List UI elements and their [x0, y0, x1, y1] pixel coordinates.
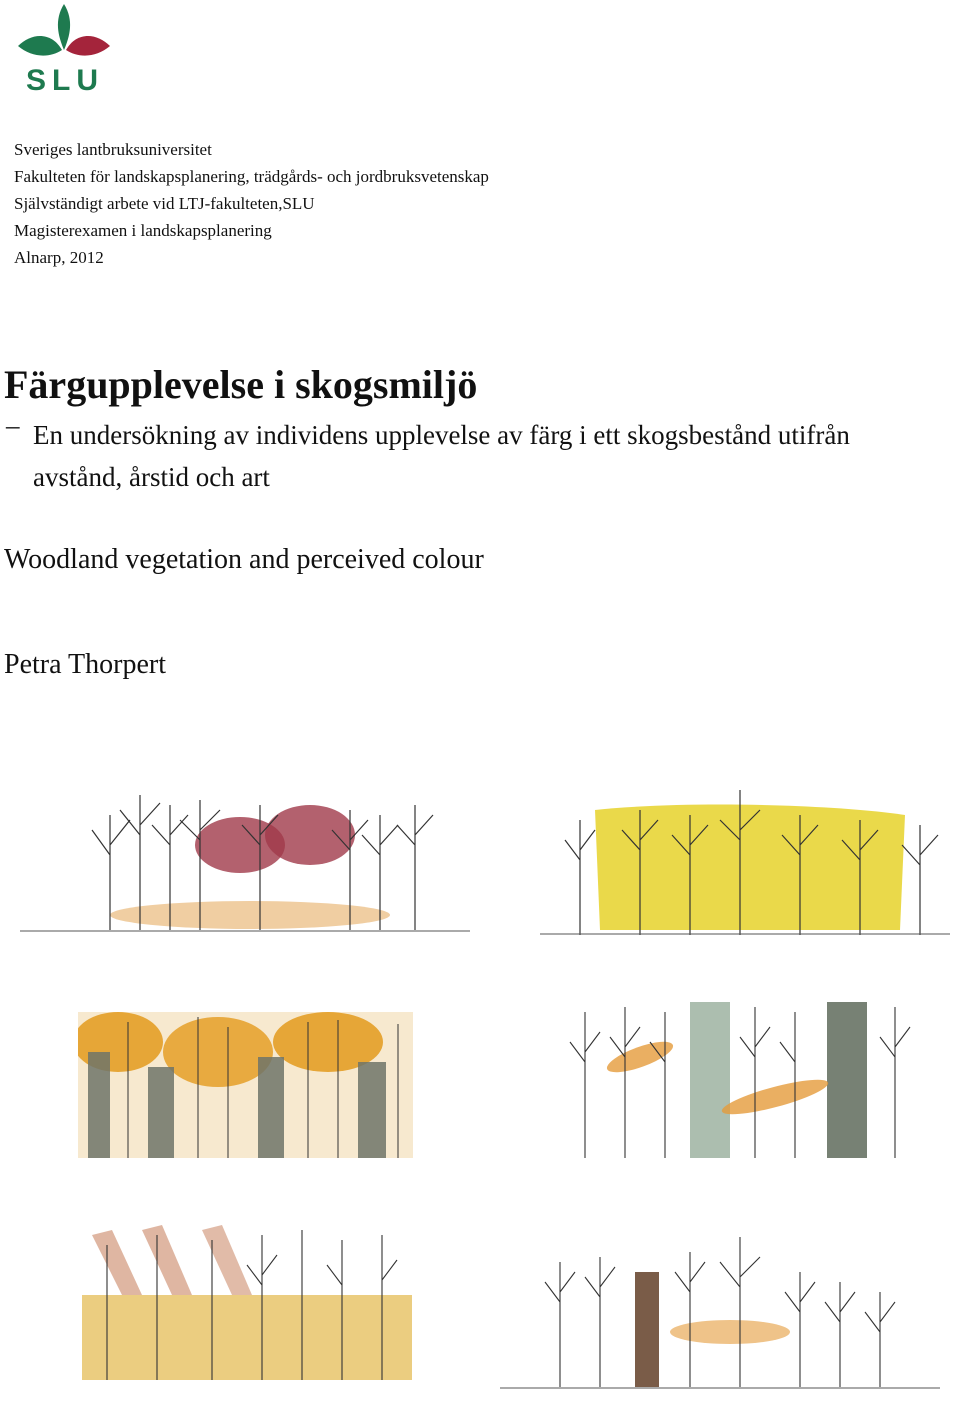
logo-text: SLU: [26, 64, 104, 97]
author-name: Petra Thorpert: [4, 649, 166, 680]
tree-illustration-orange-dense-icon: [78, 1012, 413, 1158]
institution-line: Fakulteten för landskapsplanering, trädgårds- och jordbruksvetenskap: [14, 167, 489, 186]
institution-line: Alnarp, 2012: [14, 248, 104, 267]
tree-illustration-yellow-canopy-icon: [540, 780, 960, 940]
institution-line: Magisterexamen i landskapsplanering: [14, 221, 272, 240]
institution-line: Självständigt arbete vid LTJ-fakulteten,SLU: [14, 194, 315, 213]
english-title: Woodland vegetation and perceived colour: [4, 544, 484, 575]
institution-block: [14, 136, 489, 271]
tree-illustration-brown-trunk-icon: [500, 1232, 940, 1392]
tree-illustration-red-canopy-icon: [20, 775, 470, 940]
tree-illustration-grey-trunks-icon: [565, 1002, 920, 1158]
page-title: Färgupplevelse i skogsmiljö: [4, 362, 478, 407]
subtitle: En undersökning av individens upplevelse av färg i ett skogsbestånd utifrån avstånd, årstid och art: [33, 420, 850, 492]
tree-illustration-pink-yellow-icon: [82, 1225, 412, 1380]
institution-line: Sveriges lantbruksuniversitet: [14, 140, 212, 159]
subtitle-dash: –: [6, 410, 20, 440]
